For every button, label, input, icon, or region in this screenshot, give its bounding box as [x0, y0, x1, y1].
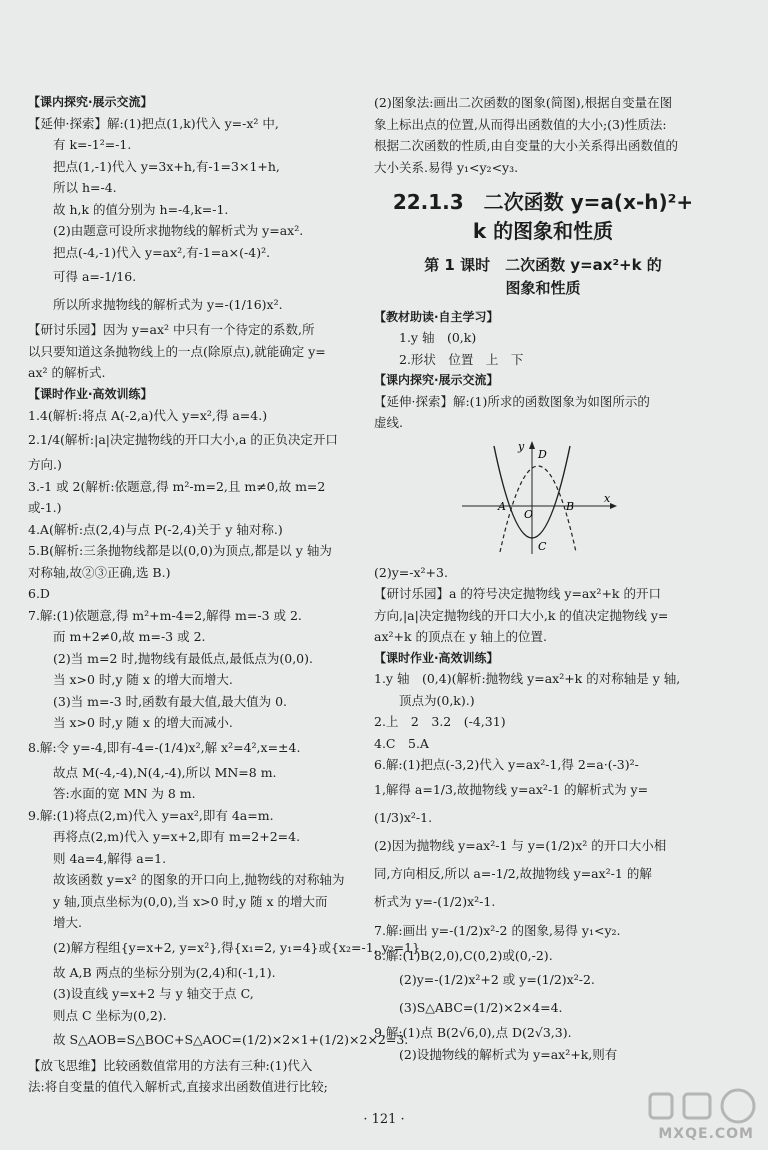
lesson-title-line: 第 1 课时 二次函数 y=ax²+k 的 [424, 256, 662, 274]
section-heading: 【课时作业·高效训练】 [28, 386, 153, 401]
text-line: 2.形状 位置 上 下 [399, 351, 524, 367]
text-line: y 轴,顶点坐标为(0,0),当 x>0 时,y 随 x 的增大而 [53, 893, 328, 909]
text-line: 1.y 轴 (0,k) [399, 330, 477, 346]
text-line: 方向.) [28, 457, 62, 473]
text-line: (2)因为抛物线 y=ax²-1 与 y=(1/2)x² 的开口大小相 [374, 838, 667, 854]
text-line: 故 h,k 的值分别为 h=-4,k=-1. [53, 201, 229, 217]
text-line: (1/3)x²-1. [374, 810, 433, 825]
section-title-line: k 的图象和性质 [472, 219, 614, 243]
section-title-line: 22.1.3 二次函数 y=a(x-h)²+ [392, 190, 694, 214]
label-O: O [524, 507, 534, 521]
right-column [374, 92, 712, 1065]
text-line: 再将点(2,m)代入 y=x+2,即有 m=2+2=4. [53, 829, 301, 845]
text-line: 2.上 2 3.2 (-4,31) [374, 714, 506, 730]
text-line: 【研讨乐园】因为 y=ax² 中只有一个待定的系数,所 [28, 322, 315, 338]
text-line: 3.-1 或 2(解析:依题意,得 m²-m=2,且 m≠0,故 m=2 [28, 478, 326, 494]
text-line: 析式为 y=-(1/2)x²-1. [374, 894, 496, 910]
section-heading: 【课内探究·展示交流】 [374, 373, 499, 388]
text-line: 8.解:令 y=-4,即有-4=-(1/4)x²,解 x²=4²,x=±4. [28, 739, 301, 755]
text-line: 对称轴,故②③正确,选 B.) [28, 564, 171, 580]
x-axis-arrow [610, 503, 617, 509]
lesson-title [374, 254, 712, 301]
text-line: 把点(-4,-1)代入 y=ax²,有-1=a×(-4)². [53, 244, 271, 260]
label-B: B [566, 499, 575, 513]
text-line: 可得 a=-1/16. [53, 269, 137, 285]
section-heading: 【教材助读·自主学习】 [374, 309, 499, 324]
text-line: 2.1/4(解析:|a|决定抛物线的开口大小,a 的正负决定开口 [28, 432, 338, 447]
text-line: (2)y=-(1/2)x²+2 或 y=(1/2)x²-2. [399, 972, 595, 988]
text-line: 所以 h=-4. [53, 180, 117, 196]
section-heading: 【课内探究·展示交流】 [28, 95, 153, 109]
text-line: 1.4(解析:将点 A(-2,a)代入 y=x²,得 a=4.) [28, 407, 268, 423]
text-line: 4.A(解析:点(2,4)与点 P(-2,4)关于 y 轴对称.) [28, 521, 283, 537]
text-line: 大小关系.易得 y₁<y₂<y₃. [374, 159, 519, 175]
label-D: D [538, 447, 547, 461]
text-line: 1.y 轴 (0,4)(解析:抛物线 y=ax²+k 的对称轴是 y 轴, [374, 671, 681, 687]
text-line: 有 k=-1²=-1. [53, 137, 132, 153]
text-line: 6.D [28, 586, 50, 602]
label-C: C [538, 539, 547, 553]
text-line: 【延伸·探索】解:(1)所求的函数图象为如图所示的 [374, 393, 650, 409]
y-axis-arrow [529, 441, 535, 449]
watermark-text: MXQE.COM [658, 1126, 754, 1142]
text-line: 【延伸·探索】解:(1)把点(1,k)代入 y=-x² 中, [28, 115, 279, 131]
section-heading: 【课时作业·高效训练】 [374, 650, 499, 665]
text-line: ax² 的解析式. [28, 365, 106, 381]
text-line: 答:水面的宽 MN 为 8 m. [53, 786, 196, 802]
text-line: 当 x>0 时,y 随 x 的增大而增大. [53, 672, 233, 688]
label-x: x [604, 491, 611, 505]
text-line: 当 x>0 时,y 随 x 的增大而减小. [53, 715, 233, 731]
text-line: 顶点为(0,k).) [399, 692, 475, 708]
text-line: (3)设直线 y=x+2 与 y 轴交于点 C, [53, 986, 254, 1002]
text-line: 9.解:(1)将点(2,m)代入 y=ax²,即有 4a=m. [28, 807, 274, 823]
text-line: 【研讨乐园】a 的符号决定抛物线 y=ax²+k 的开口 [374, 586, 661, 602]
text-line: (2)当 m=2 时,抛物线有最低点,最低点为(0,0). [53, 650, 313, 666]
text-line: (3)S△ABC=(1/2)×2×4=4. [399, 1000, 563, 1016]
text-line: 法:将自变量的值代入解析式,直接求出函数值进行比较; [28, 1079, 328, 1094]
text-line: 故该函数 y=x² 的图象的开口向上,抛物线的对称轴为 [53, 872, 345, 888]
text-line: 同,方向相反,所以 a=-1/2,故抛物线 y=ax²-1 的解 [374, 866, 652, 882]
page-number: · 121 · [363, 1112, 405, 1127]
text-line: 以只要知道这条抛物线上的一点(除原点),就能确定 y= [28, 343, 326, 359]
text-line: (2)y=-x²+3. [374, 564, 448, 580]
watermark-icon [610, 1088, 760, 1128]
text-line: 7.解:画出 y=-(1/2)x²-2 的图象,易得 y₁<y₂. [374, 922, 621, 938]
text-line: 【放飞思维】比较函数值常用的方法有三种:(1)代入 [28, 1057, 313, 1073]
text-line: 而 m+2≠0,故 m=-3 或 2. [53, 629, 206, 645]
text-line: 把点(1,-1)代入 y=3x+h,有-1=3×1+h, [53, 158, 280, 174]
text-line: 8.解:(1)B(2,0),C(0,2)或(0,-2). [374, 947, 553, 963]
text-line: (2)解方程组{y=x+2, y=x²},得{x₁=2, y₁=4}或{x₂=-1, y₂=1}. [53, 939, 425, 955]
text-line: 5.B(解析:三条抛物线都是以(0,0)为顶点,都是以 y 轴为 [28, 543, 332, 559]
text-line: 所以所求抛物线的解析式为 y=-(1/16)x². [53, 297, 283, 313]
text-line: 4.C 5.A [374, 735, 429, 751]
text-line: 根据二次函数的性质,由自变量的大小关系得出函数值的 [374, 138, 678, 153]
text-line: 象上标出点的位置,从而得出函数值的大小;(3)性质法: [374, 116, 667, 132]
text-line: (2)设抛物线的解析式为 y=ax²+k,则有 [399, 1046, 618, 1062]
text-line: 7.解:(1)依题意,得 m²+m-4=2,解得 m=-3 或 2. [28, 607, 302, 623]
parabola-graph [460, 438, 620, 558]
text-line: 6.解:(1)把点(-3,2)代入 y=ax²-1,得 2=a·(-3)²- [374, 757, 639, 773]
text-line: 9.解:(1)点 B(2√6,0),点 D(2√3,3). [374, 1025, 572, 1041]
section-title [374, 188, 712, 246]
text-line: 故 A,B 两点的坐标分别为(2,4)和(-1,1). [53, 964, 276, 980]
label-y: y [518, 439, 525, 453]
text-line: 虚线. [374, 415, 403, 431]
text-line: 则 4a=4,解得 a=1. [53, 850, 167, 866]
text-line: (2)图象法:画出二次函数的图象(简图),根据自变量在图 [374, 95, 673, 110]
text-line: 故点 M(-4,-4),N(4,-4),所以 MN=8 m. [53, 764, 277, 780]
watermark-logo [610, 1088, 760, 1146]
text-line: 方向,|a|决定抛物线的开口大小,k 的值决定抛物线 y= [374, 607, 669, 623]
text-line: 或-1.) [28, 500, 62, 516]
text-line: 则点 C 坐标为(0,2). [53, 1007, 167, 1023]
lesson-title-line: 图象和性质 [505, 279, 581, 298]
text-line: 故 S△AOB=S△BOC+S△AOC=(1/2)×2×1+(1/2)×2×2=3. [53, 1032, 409, 1048]
text-line: 增大. [53, 915, 82, 931]
text-line: ax²+k 的顶点在 y 轴上的位置. [374, 629, 548, 645]
text-line: (3)当 m=-3 时,函数有最大值,最大值为 0. [53, 693, 288, 709]
label-A: A [498, 499, 506, 513]
text-line: (2)由题意可设所求抛物线的解析式为 y=ax². [53, 223, 304, 239]
text-line: 1,解得 a=1/3,故抛物线 y=ax²-1 的解析式为 y= [374, 781, 649, 797]
